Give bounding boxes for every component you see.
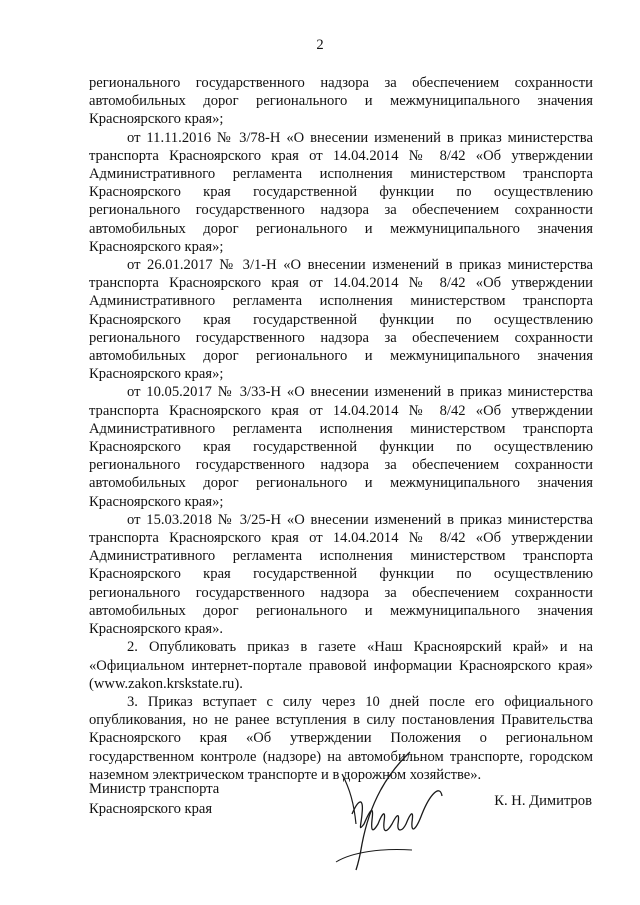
signatory-title — [89, 779, 219, 819]
paragraph-order-2017-01-26: от 26.01.2017 № 3/1-Н «О внесении изменений в приказ министерства транспорта Красноярского края от 14.04.2014 № 8/42 «Об утверждении Административного регламента исполнения министерством транспорта Красноярского края государственной функции по осуществлению регионального государственного надзора за обеспечением сохранности автомобильных дорог регионального и межмуниципального значения Красноярского края»; — [89, 257, 593, 383]
paragraph-continuation: регионального государственного надзора за обеспечением сохранности автомобильных дорог регионального и межмуниципального значения Красноярского края»; — [89, 75, 593, 128]
paragraph-item-3: 3. Приказ вступает с силу через 10 дней после его официального опубликования, но не ранее вступления в силу постановления Правительства Красноярского края «Об утверждении Положения о региональном государственном контроле (надзоре) на автомобильном транспорте, городском наземном электрическом транспорте и в дорожном хозяйстве». — [89, 693, 593, 783]
paragraph-order-2017-05-10: от 10.05.2017 № 3/33-Н «О внесении изменений в приказ министерства транспорта Красноярского края от 14.04.2014 № 8/42 «Об утверждении Административного регламента исполнения министерством транспорта Красноярского края государственной функции по осуществлению регионального государственного надзора за обеспечением сохранности автомобильных дорог регионального и межмуниципального значения Красноярского края»; — [89, 384, 593, 510]
signatory-title-line1: Министр транспорта — [89, 781, 220, 797]
paragraph-order-2016-11-11: от 11.11.2016 № 3/78-Н «О внесении изменений в приказ министерства транспорта Красноярского края от 14.04.2014 № 8/42 «Об утверждении Административного регламента исполнения министерством транспорта Красноярского края государственной функции по осуществлению регионального государственного надзора за обеспечением сохранности автомобильных дорог регионального и межмуниципального значения Красноярского края»; — [89, 129, 593, 255]
signatory-title-line2: Красноярского края — [89, 801, 213, 817]
signatory-name: К. Н. Димитров — [494, 793, 592, 809]
page-number: 2 — [316, 37, 324, 53]
document-body — [89, 74, 593, 784]
handwritten-signature — [292, 744, 457, 874]
paragraph-item-2: 2. Опубликовать приказ в газете «Наш Красноярский край» и на «Официальном интернет-портале правовой информации Красноярского края» (www.zakon.krskstate.ru). — [89, 639, 593, 692]
paragraph-order-2018-03-15: от 15.03.2018 № 3/25-Н «О внесении изменений в приказ министерства транспорта Красноярского края от 14.04.2014 № 8/42 «Об утверждении Административного регламента исполнения министерством транспорта Красноярского края государственной функции по осуществлению регионального государственного надзора за обеспечением сохранности автомобильных дорог регионального и межмуниципального значения Красноярского края». — [89, 511, 593, 638]
